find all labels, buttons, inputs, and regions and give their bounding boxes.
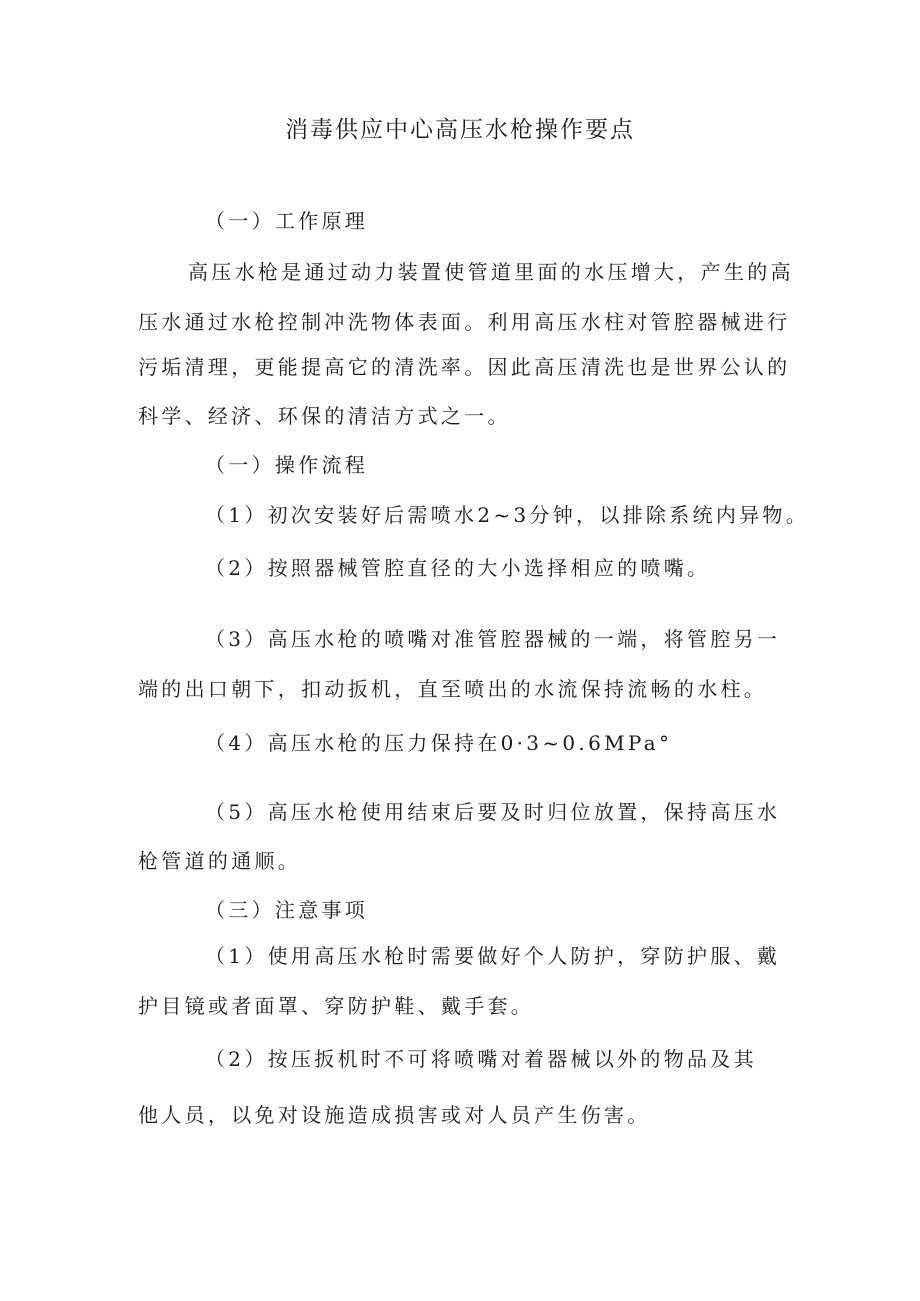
step-line: （1）初次安装好后需喷水2~3分钟，以排除系统内异物。 — [205, 503, 810, 527]
precaution-line: （1）使用高压水枪时需要做好个人防护，穿防护服、戴 — [205, 944, 781, 968]
precaution-line: （2）按压扳机时不可将喷嘴对着器械以外的物品及其 — [205, 1047, 757, 1071]
paragraph-line: 污垢清理，更能提高它的清洗率。因此高压清洗也是世界公认的 — [138, 355, 791, 379]
step-line: （5）高压水枪使用结束后要及时归位放置，保持高压水 — [205, 800, 781, 824]
paragraph-line: 科学、经济、环保的清洁方式之一。 — [138, 404, 511, 428]
paragraph-line: 压水通过水枪控制冲洗物体表面。利用高压水柱对管腔器械进行 — [138, 310, 791, 334]
step-line: （3）高压水枪的喷嘴对准管腔器械的一端，将管腔另一 — [205, 627, 781, 651]
precaution-line: 护目镜或者面罩、穿防护鞋、戴手套。 — [138, 994, 535, 1018]
document-title: 消毒供应中心高压水枪操作要点 — [285, 117, 635, 143]
step-line: 枪管道的通顺。 — [138, 849, 302, 873]
heading-working-principle: （一）工作原理 — [205, 209, 369, 233]
heading-operation-process: （一）操作流程 — [205, 453, 369, 477]
heading-precautions: （三）注意事项 — [205, 898, 369, 922]
paragraph-line: 高压水枪是通过动力装置使管道里面的水压增大，产生的高 — [188, 260, 794, 284]
precaution-line: 他人员，以免对设施造成损害或对人员产生伤害。 — [138, 1103, 651, 1127]
step-line: 端的出口朝下，扣动扳机，直至喷出的水流保持流畅的水柱。 — [138, 677, 768, 701]
step-line: （2）按照器械管腔直径的大小选择相应的喷嘴。 — [205, 556, 711, 580]
step-line: （4）高压水枪的压力保持在0·3~0.6MPa° — [205, 731, 673, 755]
